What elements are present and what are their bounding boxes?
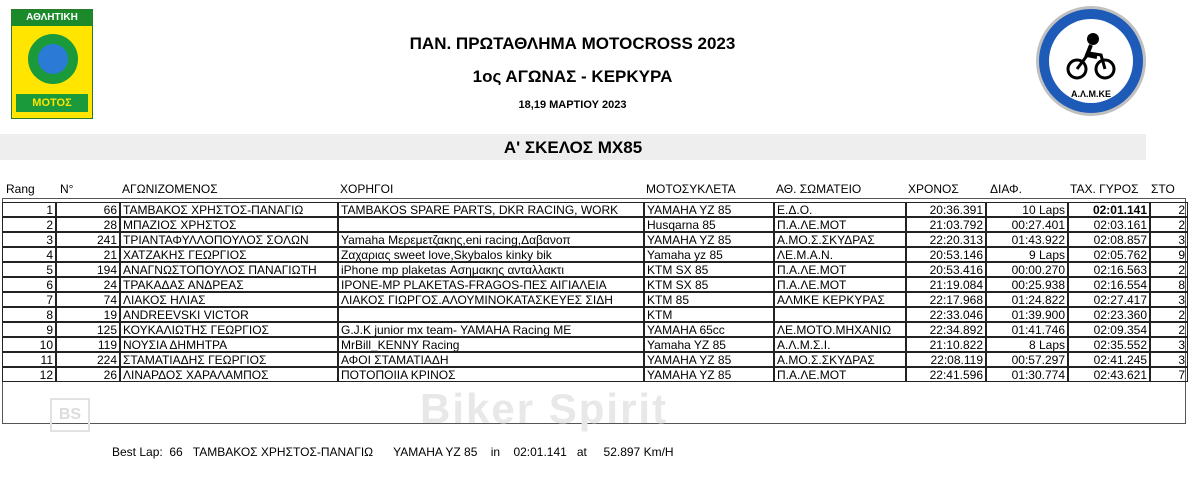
- table-row: [2, 337, 1190, 352]
- cell-time: 21:19.084: [906, 277, 986, 292]
- cell-sponsor: MrBill_KENNY Racing: [338, 337, 644, 352]
- col-rang: Rang: [6, 182, 35, 196]
- cell-time: 22:17.968: [906, 292, 986, 307]
- best-lap-at: at: [576, 445, 587, 459]
- cell-bike: Yamaha YZ 85: [644, 337, 774, 352]
- cell-diff: 00:25.938: [986, 277, 1068, 292]
- cell-diff: 10 Laps: [986, 202, 1068, 217]
- best-lap-bike: YAMAHA YZ 85: [393, 445, 478, 459]
- cell-sponsor: IPONE-MP PLAKETAS-FRAGOS-ΠΕΣ ΑΙΓΙΑΛΕΙΑ: [338, 277, 644, 292]
- watermark-logo: BS: [50, 398, 90, 432]
- cell-no: 28: [56, 217, 120, 232]
- cell-time: 22:08.119: [906, 352, 986, 367]
- cell-rang: 6: [2, 277, 56, 292]
- logo-top-text: ΑΘΛΗΤΙΚΗ: [12, 10, 92, 26]
- cell-club: [774, 307, 906, 322]
- table-row: [2, 367, 1190, 382]
- best-lap-label: Best Lap:: [112, 445, 163, 459]
- cell-sto: 2: [1150, 217, 1188, 232]
- cell-best: 02:05.762: [1068, 247, 1150, 262]
- cell-sto: 2: [1150, 322, 1188, 337]
- table-row: [2, 262, 1190, 277]
- cell-no: 24: [56, 277, 120, 292]
- cell-time: 21:10.822: [906, 337, 986, 352]
- cell-sto: 8: [1150, 277, 1188, 292]
- best-lap-summary: [112, 445, 674, 459]
- cell-club: Α.ΜΟ.Σ.ΣΚΥΔΡΑΣ: [774, 352, 906, 367]
- cell-bike: KTM SX 85: [644, 277, 774, 292]
- cell-name: ΧΑΤΖΑΚΗΣ ΓΕΩΡΓΙΟΣ: [120, 247, 338, 262]
- cell-rang: 7: [2, 292, 56, 307]
- cell-name: ΜΠΑΖΙΟΣ ΧΡΗΣΤΟΣ: [120, 217, 338, 232]
- col-time: ΧΡΟΝΟΣ: [908, 182, 959, 196]
- cell-diff: 00:00.270: [986, 262, 1068, 277]
- cell-best: 02:41.245: [1068, 352, 1150, 367]
- best-lap-number: 66: [169, 445, 183, 459]
- col-sto: ΣΤΟ: [1151, 182, 1175, 196]
- event-subtitle: 1ος ΑΓΩΝΑΣ - ΚΕΡΚΥΡΑ: [472, 67, 673, 86]
- cell-bike: Husqarna 85: [644, 217, 774, 232]
- cell-club: Π.Α.ΛΕ.ΜΟΤ: [774, 262, 906, 277]
- table-row: [2, 217, 1190, 232]
- cell-sponsor: [338, 307, 644, 322]
- cell-sto: 3: [1150, 337, 1188, 352]
- cell-bike: YAMAHA 65cc: [644, 322, 774, 337]
- cell-name: ΝΟΥΣΙΑ ΔΗΜΗΤΡΑ: [120, 337, 338, 352]
- cell-rang: 1: [2, 202, 56, 217]
- cell-sponsor: TAMBAKOS SPARE PARTS, DKR RACING, WORK: [338, 202, 644, 217]
- cell-sponsor: ΑΦΟΙ ΣΤΑΜΑΤΙΑΔΗ: [338, 352, 644, 367]
- cell-club: Π.Α.ΛΕ.ΜΟΤ: [774, 367, 906, 382]
- cell-sto: 9: [1150, 247, 1188, 262]
- cell-club: ΛΕ.Μ.Α.Ν.: [774, 247, 906, 262]
- cell-club: Π.Α.ΛΕ.ΜΟΤ: [774, 217, 906, 232]
- cell-name: ΣΤΑΜΑΤΙΑΔΗΣ ΓΕΩΡΓΙΟΣ: [120, 352, 338, 367]
- table-row: [2, 307, 1190, 322]
- cell-diff: 8 Laps: [986, 337, 1068, 352]
- cell-bike: YAMAHA YZ 85: [644, 232, 774, 247]
- col-best-lap: ΤΑΧ. ΓΥΡΟΣ: [1070, 182, 1139, 196]
- cell-no: 21: [56, 247, 120, 262]
- best-lap-speed: 52.897 Km/H: [603, 445, 674, 459]
- cell-sponsor: ΠΟΤΟΠΟΙΙΑ ΚΡΙΝΟΣ: [338, 367, 644, 382]
- cell-diff: 00:27.401: [986, 217, 1068, 232]
- cell-diff: 01:30.774: [986, 367, 1068, 382]
- table-row: [2, 277, 1190, 292]
- cell-diff: 01:24.822: [986, 292, 1068, 307]
- cell-sponsor: Ζαχαριας sweet love,Skybalos kinky bik: [338, 247, 644, 262]
- cell-no: 241: [56, 232, 120, 247]
- watermark-text: Biker Spirit: [420, 385, 669, 432]
- cell-bike: YAMAHA YZ 85: [644, 202, 774, 217]
- cell-best: 02:23.360: [1068, 307, 1150, 322]
- cell-best: 02:01.141: [1068, 202, 1150, 217]
- cell-bike: YAMAHA YZ 85: [644, 352, 774, 367]
- logo-bottom-text: ΜΟΤΟΣ: [16, 94, 88, 112]
- cell-time: 22:20.313: [906, 232, 986, 247]
- table-header: [2, 180, 1184, 198]
- cell-time: 20:53.146: [906, 247, 986, 262]
- table-row: [2, 247, 1190, 262]
- cell-sponsor: iPhone mp plaketas Ασημακης ανταλλακτι: [338, 262, 644, 277]
- col-club: ΑΘ. ΣΩΜΑΤΕΙΟ: [776, 182, 862, 196]
- cell-bike: KTM: [644, 307, 774, 322]
- cell-name: ΛΙΝΑΡΔΟΣ ΧΑΡΑΛΑΜΠΟΣ: [120, 367, 338, 382]
- cell-best: 02:16.554: [1068, 277, 1150, 292]
- cell-best: 02:09.354: [1068, 322, 1150, 337]
- cell-best: 02:03.161: [1068, 217, 1150, 232]
- table-row: [2, 232, 1190, 247]
- cell-sponsor: Yamaha Μερεμετζακης,eni racing,Δαβανοπ: [338, 232, 644, 247]
- cell-best: 02:27.417: [1068, 292, 1150, 307]
- cell-club: ΛΕ.ΜΟΤΟ.ΜΗΧΑΝΙΩ: [774, 322, 906, 337]
- cell-diff: 01:39.900: [986, 307, 1068, 322]
- table-row: [2, 352, 1190, 367]
- cell-rang: 12: [2, 367, 56, 382]
- cell-sponsor: G.J.K junior mx team- YAMAHA Racing ME: [338, 322, 644, 337]
- cell-time: 20:36.391: [906, 202, 986, 217]
- best-lap-time: 02:01.141: [513, 445, 567, 459]
- event-date: 18,19 ΜΑΡΤΙΟΥ 2023: [518, 99, 627, 111]
- cell-diff: 00:57.297: [986, 352, 1068, 367]
- col-diff: ΔΙΑΦ.: [990, 182, 1022, 196]
- cell-sto: 2: [1150, 262, 1188, 277]
- cell-sto: 2: [1150, 202, 1188, 217]
- cell-rang: 10: [2, 337, 56, 352]
- best-lap-rider: ΤΑΜΒΑΚΟΣ ΧΡΗΣΤΟΣ-ΠΑΝΑΓΙΩ: [192, 445, 374, 459]
- cell-rang: 2: [2, 217, 56, 232]
- cell-time: 20:53.416: [906, 262, 986, 277]
- cell-rang: 3: [2, 232, 56, 247]
- cell-no: 26: [56, 367, 120, 382]
- cell-no: 19: [56, 307, 120, 322]
- cell-no: 125: [56, 322, 120, 337]
- cell-sponsor: ΛΙΑΚΟΣ ΓΙΩΡΓΟΣ.ΑΛΟΥΜΙΝΟΚΑΤΑΣΚΕΥΕΣ ΣΙΔΗ: [338, 292, 644, 307]
- cell-no: 74: [56, 292, 120, 307]
- table-row: [2, 292, 1190, 307]
- cell-rang: 9: [2, 322, 56, 337]
- cell-no: 224: [56, 352, 120, 367]
- cell-bike: Yamaha yz 85: [644, 247, 774, 262]
- cell-name: ΤΡΙΑΝΤΑΦΥΛΛΟΠΟΥΛΟΣ ΣΟΛΩΝ: [120, 232, 338, 247]
- cell-name: ANDREEVSKI VICTOR: [120, 307, 338, 322]
- cell-name: ΚΟΥΚΑΛΙΩΤΗΣ ΓΕΩΡΓΙΟΣ: [120, 322, 338, 337]
- cell-sto: 3: [1150, 232, 1188, 247]
- cell-diff: 01:43.922: [986, 232, 1068, 247]
- cell-best: 02:16.563: [1068, 262, 1150, 277]
- cell-rang: 5: [2, 262, 56, 277]
- cell-name: ΑΝΑΓΝΩΣΤΟΠΟΥΛΟΣ ΠΑΝΑΓΙΩΤΗ: [120, 262, 338, 277]
- cell-no: 194: [56, 262, 120, 277]
- cell-bike: KTM 85: [644, 292, 774, 307]
- cell-time: 22:33.046: [906, 307, 986, 322]
- logo-club-text: Α.Λ.Μ.ΚΕ: [1070, 89, 1111, 99]
- cell-sponsor: [338, 217, 644, 232]
- cell-name: ΤΡΑΚΑΔΑΣ ΑΝΔΡΕΑΣ: [120, 277, 338, 292]
- cell-no: 119: [56, 337, 120, 352]
- cell-diff: 01:41.746: [986, 322, 1068, 337]
- cell-name: ΤΑΜΒΑΚΟΣ ΧΡΗΣΤΟΣ-ΠΑΝΑΓΙΩ: [120, 202, 338, 217]
- section-title: Α' ΣΚΕΛΟΣ MX85: [503, 138, 643, 157]
- cell-bike: KTM SX 85: [644, 262, 774, 277]
- col-rider: ΑΓΩΝΙΖΟΜΕΝΟΣ: [122, 182, 218, 196]
- cell-rang: 8: [2, 307, 56, 322]
- cell-club: ΑΛΜΚΕ ΚΕΡΚΥΡΑΣ: [774, 292, 906, 307]
- cell-best: 02:35.552: [1068, 337, 1150, 352]
- cell-time: 21:03.792: [906, 217, 986, 232]
- col-sponsors: ΧΟΡΗΓΟΙ: [340, 182, 394, 196]
- cell-best: 02:43.621: [1068, 367, 1150, 382]
- page-title: ΠΑΝ. ΠΡΩΤΑΘΛΗΜΑ MOTOCROSS 2023: [409, 34, 736, 53]
- cell-club: Α.ΜΟ.Σ.ΣΚΥΔΡΑΣ: [774, 232, 906, 247]
- cell-club: Ε.Δ.Ο.: [774, 202, 906, 217]
- table-row: [2, 322, 1190, 337]
- cell-time: 22:34.892: [906, 322, 986, 337]
- cell-club: Α.Λ.Μ.Σ.Ι.: [774, 337, 906, 352]
- cell-rang: 11: [2, 352, 56, 367]
- col-number: N°: [60, 182, 74, 196]
- cell-time: 22:41.596: [906, 367, 986, 382]
- cell-bike: YAMAHA YZ 85: [644, 367, 774, 382]
- cell-club: Π.Α.ΛΕ.ΜΟΤ: [774, 277, 906, 292]
- cell-diff: 9 Laps: [986, 247, 1068, 262]
- cell-sto: 3: [1150, 292, 1188, 307]
- col-motorcycle: ΜΟΤΟΣΥΚΛΕΤΑ: [646, 182, 736, 196]
- table-row: [2, 202, 1190, 217]
- cell-best: 02:08.857: [1068, 232, 1150, 247]
- cell-sto: 7: [1150, 367, 1188, 382]
- best-lap-in: in: [490, 445, 501, 459]
- cell-sto: 3: [1150, 352, 1188, 367]
- cell-no: 66: [56, 202, 120, 217]
- cell-sto: 2: [1150, 307, 1188, 322]
- cell-rang: 4: [2, 247, 56, 262]
- cell-name: ΛΙΑΚΟΣ ΗΛΙΑΣ: [120, 292, 338, 307]
